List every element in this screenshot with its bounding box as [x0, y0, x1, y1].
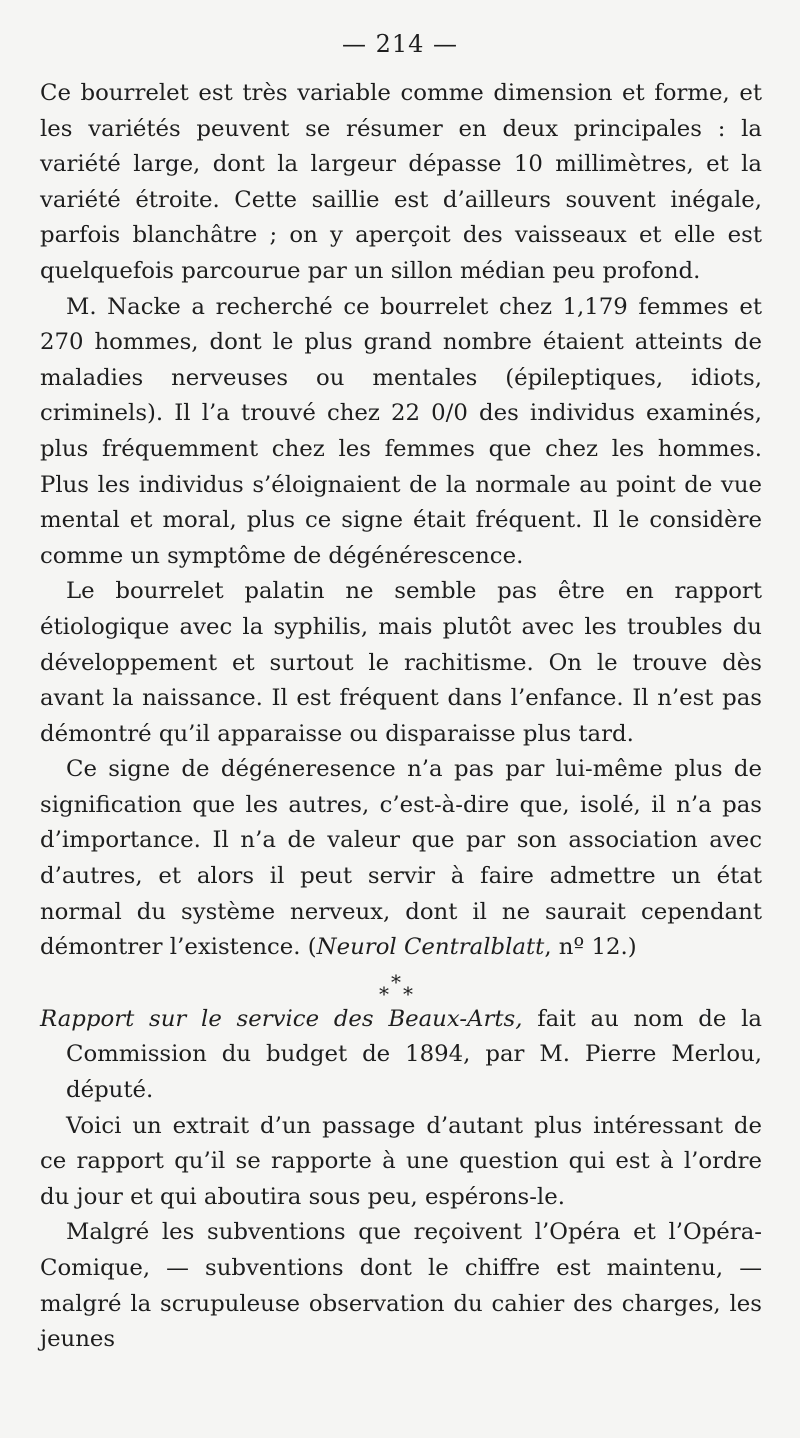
paragraph-4-text: Ce signe de dégéneresence n’a pas par lui-même plus de signification que les autres, c’est-à-dire que, isolé, il n’a pas d’importance. Il n’a de valeur que par son association avec d’autres, et alors il peut servir à faire admettre un état normal du système nerveux, dont il ne saurait cependant démontrer l’existence. (: [40, 756, 762, 961]
paragraph-4: [40, 752, 762, 966]
asterisk-top: *: [391, 969, 401, 994]
paragraph-3: Le bourrelet palatin ne semble pas être en rapport étiologique avec la syphilis, mais plutôt avec les troubles du développement et surtout le rachitisme. On le trouve dès avant la naissance. Il est fréquent dans l’enfance. Il n’est pas démontré qu’il apparaisse ou disparaisse plus tard.: [40, 578, 762, 747]
asterisk-right: *: [403, 981, 413, 1006]
body-text: [40, 76, 762, 1358]
citation-journal: Neurol Centralblatt: [316, 934, 545, 961]
paragraph-2: M. Nacke a recherché ce bourrelet chez 1,179 femmes et 270 hommes, dont le plus grand nombre étaient atteints de maladies nerveuses ou mentales (épileptiques, idiots, criminels). Il l’a trouvé chez 22 0/0 des individus examinés, plus fréquemment chez les femmes que chez les hommes. Plus les individus s’éloignaient de la normale au point de vue mental et moral, plus ce signe était fréquent. Il le considère comme un symptôme de dégénérescence.: [40, 293, 762, 569]
rapport-text: fait au nom de la Commission du budget de 1894, par M. Pierre Merlou, député.: [66, 1005, 762, 1104]
paragraph-5: Voici un extrait d’un passage d’autant plus intéressant de ce rapport qu’il se rapporte à une question qui est à l’ordre du jour et qui aboutira sous peu, espérons-le.: [40, 1112, 762, 1210]
paragraph-1: Ce bourrelet est très variable comme dimension et forme, et les variétés peuvent se résumer en deux principales : la variété large, dont la largeur dépasse 10 millimètres, et la variété étroite. Cette saillie est d’ailleurs souvent inégale, parfois blanchâtre ; on y aperçoit des vaisseaux et elle est quelquefois parcourue par un sillon médian peu profond.: [40, 80, 762, 284]
asterisk-left: *: [379, 981, 389, 1006]
paragraph-4-end: , nº 12.): [544, 934, 637, 961]
section-separator-asterism: [40, 966, 762, 1006]
rapport-heading: [40, 1002, 762, 1109]
page-number: — 214 —: [341, 30, 459, 58]
rapport-title: Rapport sur le service des Beaux-Arts,: [40, 1005, 523, 1032]
paragraph-6: Malgré les subventions que reçoivent l’Opéra et l’Opéra-Comique, — subventions dont le chiffre est maintenu, — malgré la scrupuleuse observation du cahier des charges, les jeunes: [40, 1219, 762, 1353]
